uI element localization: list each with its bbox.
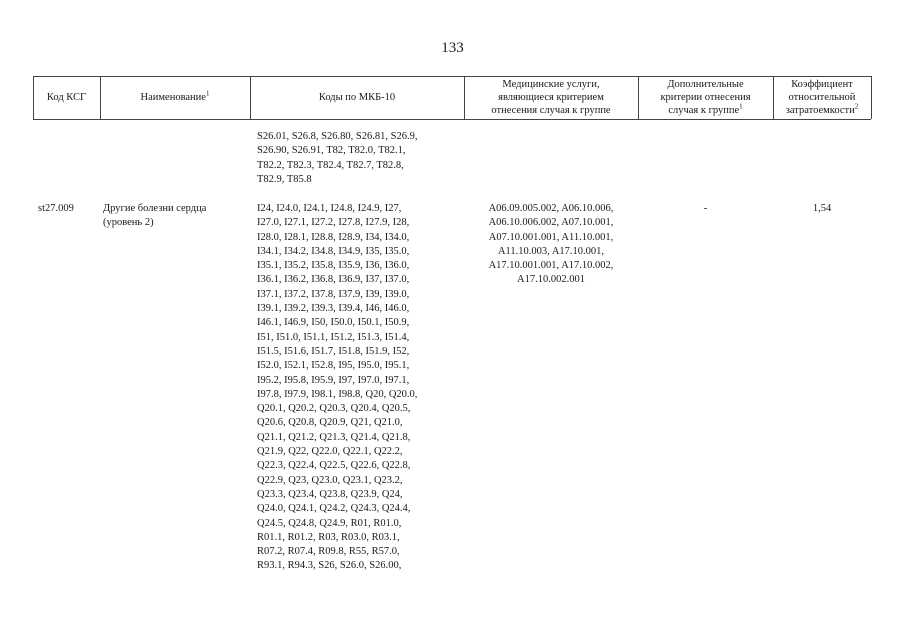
header-services bbox=[480, 76, 622, 119]
header-code-label: Код КСГ bbox=[46, 92, 87, 103]
footnote-mark: 2 bbox=[854, 102, 859, 111]
row-extra-criteria: - bbox=[703, 203, 708, 214]
row-icd-codes: I24, I24.0, I24.1, I24.8, I24.9, I27, I27.0, I27.1, I27.2, I27.8, I27.9, I28, I28.0, I28.1, I28.8, I28.9, I34, I34.0, I34.1, I34.2, I34.8, I34.9, I35, I35.0, I35.1, I35.2, I35.8, I35.9, I36, I36.0, I36.1, I36.2, I36.8, I36.9, I37, I37.0, I37.1, I37.2, I37.8, I37.9, I39, I39.0, I39.1, I39.2, I39.3, I39.4, I46, I46.0, I46.1, I46.9, I50, I50.0, I50.1, I50.9, I51, I51.0, I51.1, I51.2, I51.3, I51.4, I51.5, I51.6, I51.7, I51.8, I51.9, I52, I52.0, I52.1, I52.8, I95, I95.0, I95.1, I95.2, I95.8, I95.9, I97, I97.0, I97.1, I97.8, I97.9, I98.1, I98.8, Q20, Q20.0, Q20.1, Q20.2, Q20.3, Q20.4, Q20.5, Q20.6, Q20.8, Q20.9, Q21, Q21.0, Q21.1, Q21.2, Q21.3, Q21.4, Q21.8, Q21.9, Q22, Q22.0, Q22.1, Q22.2, Q22.3, Q22.4, Q22.5, Q22.6, Q22.8, Q22.9, Q23, Q23.0, Q23.1, Q23.2, Q23.3, Q23.4, Q23.8, Q23.9, Q24, Q24.0, Q24.1, Q24.2, Q24.3, Q24.4, Q24.5, Q24.8, Q24.9, R01, R01.0, R01.1, R01.2, R03, R03.0, R03.1, R07.2, R07.4, R09.8, R55, R57.0, R93.1, R94.3, S26, S26.0, S26.00, bbox=[257, 203, 418, 572]
column-divider bbox=[638, 76, 639, 119]
row-medical-services: A06.09.005.002, A06.10.006, A06.10.006.002, A07.10.001, A07.10.001.001, A11.10.001, A11.10.003, A17.10.001, A17.10.001.001, A17.10.002, A17.10.002.001 bbox=[488, 203, 614, 286]
column-divider bbox=[464, 76, 465, 119]
row-name: Другие болезни сердца (уровень 2) bbox=[103, 203, 207, 229]
header-icd-label: Коды по МКБ-10 bbox=[318, 92, 396, 103]
header-icd bbox=[250, 76, 464, 119]
row-coefficient: 1,54 bbox=[812, 203, 832, 214]
header-coef-label: Коэффициент относительной затратоемкости bbox=[785, 79, 856, 116]
header-name bbox=[100, 76, 250, 119]
header-name-label: Наименование bbox=[140, 92, 206, 103]
footnote-mark: 1 bbox=[205, 89, 210, 98]
header-services-label: Медицинские услуги, являющиеся критерием отнесения случая к группе bbox=[491, 79, 611, 116]
column-divider bbox=[773, 76, 774, 119]
table-border-right bbox=[871, 76, 872, 119]
row-code: st27.009 bbox=[38, 203, 74, 214]
footnote-mark: 1 bbox=[739, 102, 743, 111]
header-extra-label: Дополнительные критерии отнесения случая к группе bbox=[660, 79, 751, 116]
continuation-icd-codes: S26.01, S26.8, S26.80, S26.81, S26.9, S26.90, S26.91, T82, T82.0, T82.1, T82.2, T82.3, T82.4, T82.7, T82.8, T82.9, T85.8 bbox=[257, 131, 418, 185]
header-extra-criteria bbox=[648, 76, 763, 119]
page-number: 133 bbox=[441, 40, 464, 56]
header-code bbox=[33, 76, 100, 119]
table-header-bottom-rule bbox=[33, 119, 871, 120]
header-coefficient bbox=[778, 76, 866, 119]
